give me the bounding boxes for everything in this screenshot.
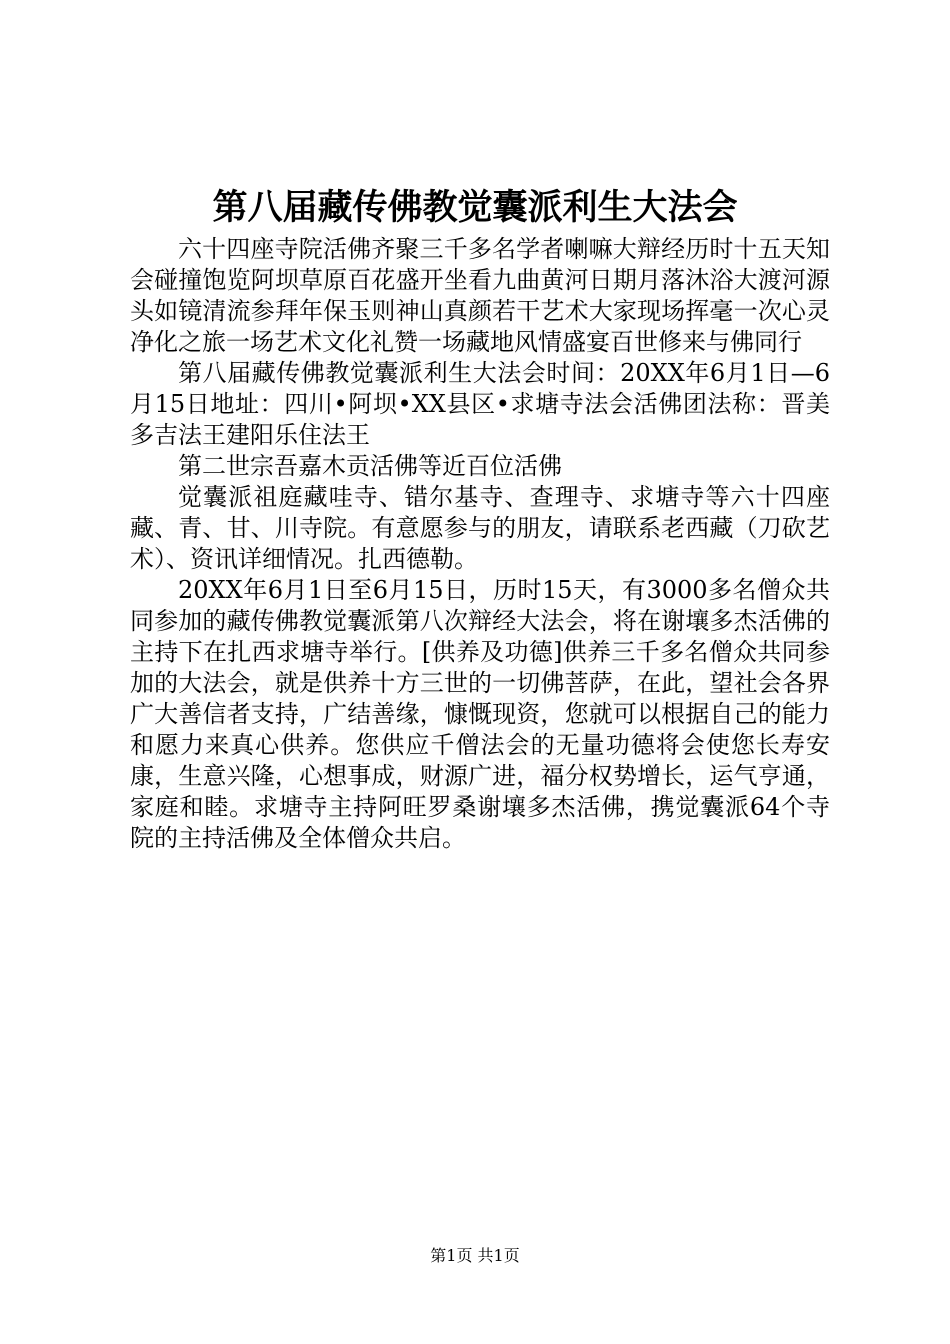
paragraph-living-buddhas: 第二世宗吾嘉木贡活佛等近百位活佛 [178, 452, 562, 480]
page-footer: 第1页 共1页 [430, 1246, 520, 1265]
paragraph-intro: 六十四座寺院活佛齐聚三千多名学者喇嘛大辩经历时十五天知会碰撞饱览阿坝草原百花盛开坐看九曲黄河日期月落沐浴大渡河源头如镜清流参拜年保玉则神山真颜若干艺术大家现场挥毫一次心灵净化之旅一场艺术文化礼赞一场藏地风情盛宴百世修来与佛同行 [130, 235, 830, 356]
paragraph-time-location: 第八届藏传佛教觉囊派利生大法会时间：20XX年6月1日—6月15日地址：四川•阿坝•XX县区•求塘寺法会活佛团法称：晋美多吉法王建阳乐住法王 [130, 359, 830, 449]
paragraph-monasteries: 觉囊派祖庭藏哇寺、错尔基寺、查理寺、求塘寺等六十四座藏、青、甘、川寺院。有意愿参与的朋友，请联系老西藏（刀砍艺术）、资讯详细情况。扎西德勒。 [130, 483, 830, 573]
document-title: 第八届藏传佛教觉囊派利生大法会 [212, 187, 738, 228]
document-body [130, 234, 830, 854]
paragraph-offering: 20XX年6月1日至6月15日，历时15天，有3000多名僧众共同参加的藏传佛教觉囊派第八次辩经大法会，将在谢壤多杰活佛的主持下在扎西求塘寺举行。[供养及功德]供养三千多名僧众共同参加的大法会，就是供养十方三世的一切佛菩萨，在此，望社会各界广大善信者支持，广结善缘，慷慨现资，您就可以根据自己的能力和愿力来真心供养。您供应千僧法会的无量功德将会使您长寿安康，生意兴隆，心想事成，财源广进，福分权势增长，运气亨通，家庭和睦。求塘寺主持阿旺罗桑谢壤多杰活佛，携觉囊派64个寺院的主持活佛及全体僧众共启。 [130, 576, 830, 852]
